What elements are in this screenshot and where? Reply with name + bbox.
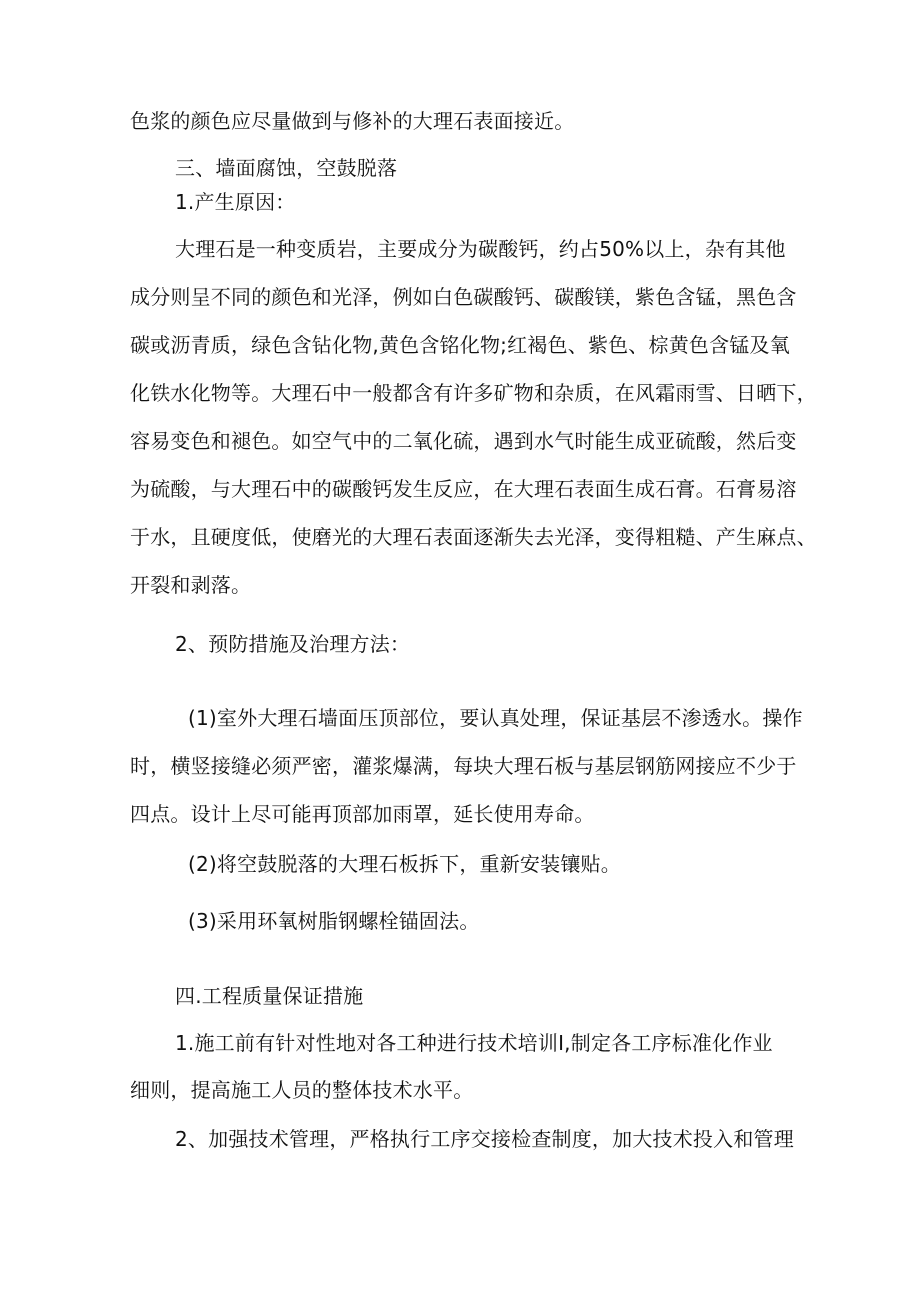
paragraph-line: 四点。设计上尽可能再顶部加雨罩，延长使用寿命。 <box>130 802 595 826</box>
section-heading: 四.工程质量保证措施 <box>175 984 364 1008</box>
subsection-heading: 2、预防措施及治理方法： <box>175 632 411 656</box>
paragraph-line: 时，横竖接缝必须严密，灌浆爆满，每块大理石板与基层钢筋网接应不少于 <box>130 754 797 778</box>
list-item-line: (2)将空鼓脱落的大理石板拆下，重新安装镶贴。 <box>188 852 621 876</box>
section-heading: 三、墙面腐蚀，空鼓脱落 <box>175 156 398 180</box>
paragraph-line: 成分则呈不同的颜色和光泽，例如白色碳酸钙、碳酸镁，紫色含锰，黑色含 <box>130 285 797 309</box>
paragraph-line: 1.施工前有针对性地对各工种进行技术培训Ⅰ,制定各工序标准化作业 <box>175 1031 773 1055</box>
paragraph-line: 为硫酸，与大理石中的碳酸钙发生反应，在大理石表面生成石膏。石膏易溶 <box>130 477 797 501</box>
paragraph-line: 开裂和剥落。 <box>130 573 252 597</box>
paragraph-line: 碳或沥青质，绿色含钻化物,黄色含铭化物;红褐色、紫色、棕黄色含锰及氧 <box>130 333 790 357</box>
paragraph-line: 于水，且硬度低，使磨光的大理石表面逐渐失去光泽，变得粗糙、产生麻点、 <box>130 525 817 549</box>
list-item-line: (1)室外大理石墙面压顶部位，要认真处理，保证基层不渗透水。操作 <box>188 706 803 730</box>
list-item-line: (3)采用环氧树脂钢螺栓锚固法。 <box>188 909 480 933</box>
paragraph-line: 大理石是一种变质岩，主要成分为碳酸钙，约占50%以上，杂有其他 <box>175 237 786 261</box>
paragraph-line: 容易变色和褪色。如空气中的二氧化硫，遇到水气时能生成亚硫酸，然后变 <box>130 429 797 453</box>
paragraph-line: 细则，提高施工人员的整体技术水平。 <box>130 1078 474 1102</box>
subsection-heading: 1.产生原因： <box>175 190 296 214</box>
paragraph-line: 化铁水化物等。大理石中一般都含有许多矿物和杂质，在风霜雨雪、日晒下， <box>130 381 817 405</box>
paragraph-line: 2、加强技术管理，严格执行工序交接检查制度，加大技术投入和管理 <box>175 1127 794 1151</box>
paragraph-line: 色浆的颜色应尽量做到与修补的大理石表面接近。 <box>130 109 575 133</box>
